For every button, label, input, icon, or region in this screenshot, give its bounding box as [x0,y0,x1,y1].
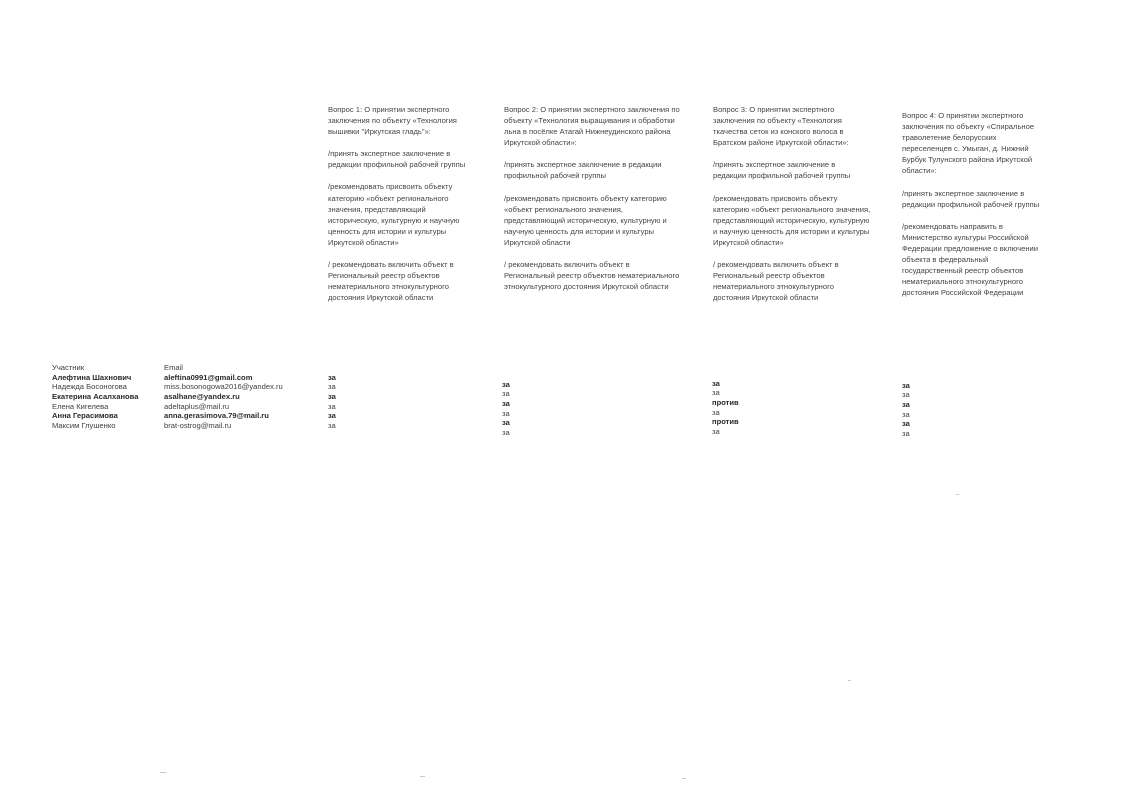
participant-email: miss.bosonogowa2016@yandex.ru [164,382,283,392]
vote-question-2: за [502,379,510,389]
participant-name: Надежда Босоногова [52,382,127,392]
participant-email: anna.gerasimova.79@mail.ru [164,411,269,421]
vote-question-2: за [502,428,510,438]
question-4-item-2: /рекомендовать направить в Министерство культуры Российской Федерации предложение о включении объекта в федеральный государственный реестр объектов нематериального этнокультурного достояния Российской Федерации [902,221,1039,298]
question-2-title: Вопрос 2: О принятии экспертного заключения по объекту «Технология выращивания и обработки льна в посёлке Атагай Нижнеудинского района Иркутской области»: [504,105,680,148]
question-1-block [328,104,496,314]
vote-question-4: за [902,390,910,400]
vote-question-1: за [328,372,336,382]
question-2-item-3: / рекомендовать включить объект в Региональный реестр объектов нематериального этнокультурного достояния Иркутской области [504,260,680,292]
question-1-item-1: /принять экспертное заключение в редакции профильной рабочей группы [328,149,466,170]
vote-question-4: за [902,409,910,419]
question-2-item-1: /принять экспертное заключение в редакции профильной рабочей группы [504,160,662,181]
participant-name: Максим Глушенко [52,421,116,431]
question-3-item-2: /рекомендовать присвоить объекту категорию «объект регионального значения, представляющий историческую, культурную и научную ценность для истории и культуры Иркутской области» [713,193,871,247]
vote-question-2: за [502,408,510,418]
question-3-title: Вопрос 3: О принятии экспертного заключения по объекту «Технология ткачества сеток из конского волоса в Братском районе Иркутской области»: [713,105,849,148]
question-1-title: Вопрос 1: О принятии экспертного заключения по объекту «Технология вышивки "Иркутская гладь"»: [328,105,457,137]
vote-question-1: за [328,392,336,402]
question-4-item-1: /принять экспертное заключение в редакции профильной рабочей группы [902,188,1040,209]
scan-speck [956,494,959,495]
vote-question-4: за [902,380,910,390]
participant-name: Екатерина Асалханова [52,392,139,402]
participant-name: Алефтина Шахнович [52,372,132,382]
participant-email: adeltaplus@mail.ru [164,401,230,411]
vote-question-4: за [902,400,910,410]
question-1-item-3: / рекомендовать включить объект в Региональный реестр объектов нематериального этнокультурного достояния Иркутской области [328,260,454,303]
table-header-row [52,363,1102,373]
scan-speck [682,778,686,779]
scan-speck [160,772,166,773]
participant-email: asalhane@yandex.ru [164,392,240,402]
header-participant: Участник [52,363,85,372]
question-4-block [902,110,1072,309]
participant-email: aleftina0991@gmail.com [164,372,253,382]
vote-question-2: за [502,399,510,409]
table-row [52,421,1102,439]
question-3-item-1: /принять экспертное заключение в редакции профильной рабочей группы [713,160,851,181]
question-3-block [713,104,899,314]
votes-table [52,363,1102,439]
scan-speck [420,776,425,777]
header-email: Email [164,363,183,372]
vote-question-1: за [328,421,336,431]
vote-question-3: за [712,407,720,417]
vote-question-4: за [902,429,910,439]
vote-question-2: за [502,418,510,428]
table-body [52,372,1102,439]
question-3-item-3: / рекомендовать включить объект в Региональный реестр объектов нематериального этнокультурного достояния Иркутской области [713,260,839,303]
question-1-item-2: /рекомендовать присвоить объекту категорию «объект регионального значения, представляющий историческую, культурную и научную ценность для истории и культуры Иркутской области» [328,182,460,247]
vote-question-3: за [712,378,720,388]
vote-question-3: против [712,398,739,408]
vote-question-3: против [712,417,739,427]
scan-speck [848,680,851,681]
vote-question-1: за [328,382,336,392]
vote-question-3: за [712,388,720,398]
vote-question-2: за [502,389,510,399]
vote-question-3: за [712,427,720,437]
question-2-block [504,104,710,303]
question-2-item-2: /рекомендовать присвоить объекту категорию «объект регионального значения, представляющий историческую, культурную и научную ценность для истории и культуры Иркутской области [504,193,667,247]
participant-name: Анна Герасимова [52,411,118,421]
vote-question-1: за [328,401,336,411]
vote-question-1: за [328,411,336,421]
participant-email: brat-ostrog@mail.ru [164,421,232,431]
question-4-title: Вопрос 4: О принятии экспертного заключения по объекту «Спиральное траволетение белорусских переселенцев с. Умыган, д. Нижний Бурбук Тулунского района Иркутской области»: [902,111,1035,176]
vote-question-4: за [902,419,910,429]
participant-name: Елена Кигелева [52,401,109,411]
